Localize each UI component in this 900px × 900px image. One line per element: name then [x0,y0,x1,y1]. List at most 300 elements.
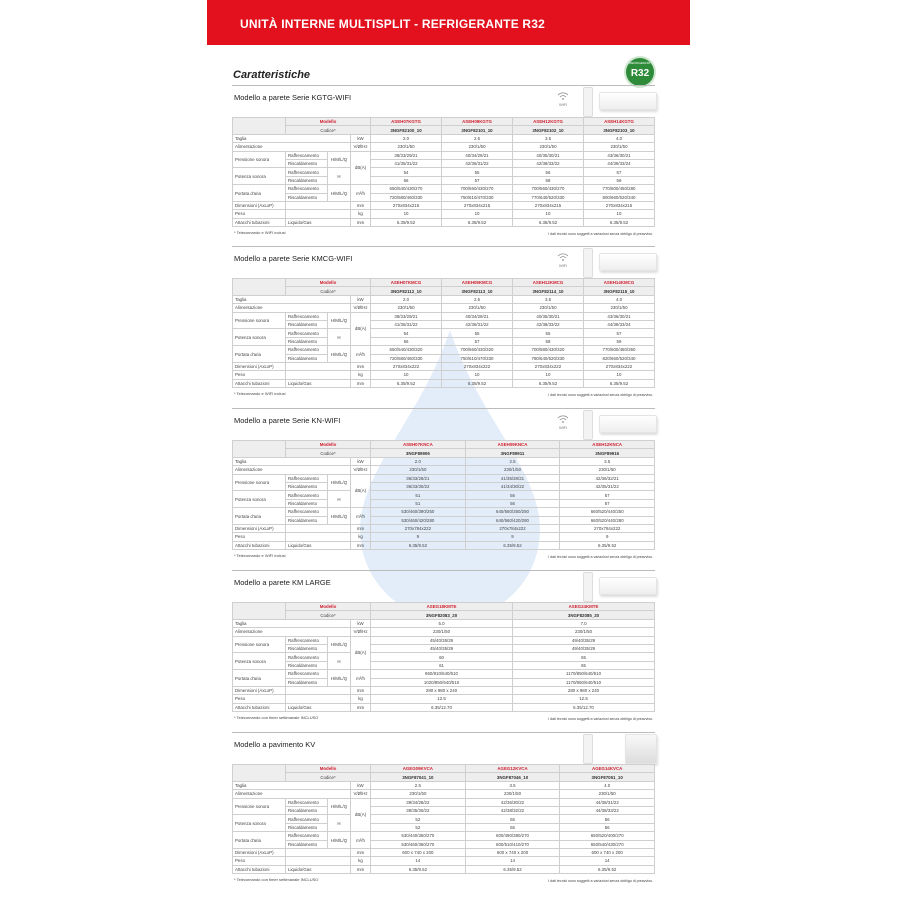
remote-control-image [583,87,593,117]
unit-label: V/Ø/Hz [351,790,371,798]
row-label: Pressione sonora [233,636,286,653]
unit-label: mm [351,541,371,549]
spec-section [232,93,655,243]
attacchi-value: 6.35/9.52 [442,218,513,226]
codice-label: Codice* [286,773,371,781]
port_raff-value: 1170/850/640/510 [513,670,655,678]
speed-label: H/M/L/Q [328,312,351,329]
row-label: Dimensioni (AxLxP) [233,524,286,532]
speed-label: H/M/L/Q [328,185,351,202]
sub-label: Liquido/Gas [286,218,351,226]
row-label: Pressione sonora [233,474,286,491]
attacchi-value: 6.35/12.70 [371,703,513,711]
pot_risc-value: 56 [560,823,655,831]
unit-label: kW [351,781,371,789]
row-label: Dimensioni (AxLxP) [233,201,286,209]
press_risc-value: 45/40/35/29 [371,644,513,652]
unit-label: dB(A) [351,798,371,832]
model-name: ASEH12KNCA [560,441,655,449]
header-blank [233,441,286,458]
unit-label: V/Ø/Hz [351,628,371,636]
pot_raff-value: 57 [583,168,654,176]
product-code: 3NGF82083_20 [371,611,513,619]
port_risc-value: 770/640/520/330 [513,193,584,201]
sub-label [286,201,351,209]
dimensioni-value: 270x834x222 [371,362,442,370]
wifi-icon [555,414,571,434]
port_risc-value: 600/510/410/270 [465,840,560,848]
row-label: Portata d'aria [233,508,286,525]
model-name: ASEH09KMCG [442,279,513,287]
press_raff-value: 40/34/29/21 [442,312,513,320]
press_risc-value: 42/36/31/22 [442,159,513,167]
product-code: 3NGF82102_10 [513,126,584,134]
alimentazione-value: 230/1/50 [371,143,442,151]
unit-label: kW [351,295,371,303]
alimentazione-value: 230/1/50 [371,466,466,474]
pot_raff-value: 56 [513,168,584,176]
wifi-icon [555,252,571,272]
spec-table [232,440,655,550]
unit-label: mm [351,524,371,532]
speed-label: H/M/L/Q [328,508,351,525]
row-label: Attacchi tubazioni [233,218,286,226]
badge-small-text: REFRIGERANT [629,61,651,65]
mode-label: Raffrescamento [286,815,328,823]
dimensioni-value: 280 x 980 x 240 [513,686,655,694]
dimensioni-value: 270x834x222 [442,362,513,370]
mode-label: Raffrescamento [286,653,328,661]
mode-label: Riscaldamento [286,678,328,686]
press_raff-value: 43/36/30/21 [583,312,654,320]
taglia-value: 3.5 [465,781,560,789]
press_risc-value: 44/39/33/24 [583,159,654,167]
peso-value: 10 [513,210,584,218]
row-label: Alimentazione [233,790,351,798]
speed-label: H/M/L/Q [328,670,351,687]
divider [232,246,655,247]
model-name: ASEH12KMCG [513,279,584,287]
pot_raff-value: 56 [560,815,655,823]
product-code: 3NGF82100_10 [371,126,442,134]
mode-label: Raffrescamento [286,312,328,320]
peso-value: 14 [371,857,466,865]
mode-label: Raffrescamento [286,474,328,482]
model-name: ASEH07KGTG [371,118,442,126]
unit-label: dB(A) [351,636,371,670]
attacchi-value: 6.35/9.52 [371,379,442,387]
press_raff-value: 40/35/30/21 [513,312,584,320]
peso-value: 10 [583,371,654,379]
press_raff-value: 49/40/35/29 [513,636,655,644]
unit-label: m³/h [351,670,371,687]
attacchi-value: 6.35/9.52 [513,379,584,387]
taglia-value: 2.0 [371,295,442,303]
model-name: ASEH09KNCA [465,441,560,449]
section-title: Modello a parete Serie KGTG-WIFI [234,93,352,102]
unit-label: mm [351,379,371,387]
press_raff-value: 43/36/30/21 [583,151,654,159]
press_raff-value: 39/34/28/22 [371,798,466,806]
alimentazione-value: 230/1/50 [371,790,466,798]
attacchi-value: 6.35/9.52 [513,218,584,226]
modello-label: Modello [286,441,371,449]
section-title: Modello a pavimento KV [234,740,316,749]
port_raff-value: 700/560/430/320 [442,346,513,354]
port_raff-value: 650/540/430/270 [371,185,442,193]
port_raff-value: 700/580/430/320 [513,346,584,354]
spec-section [232,578,655,728]
mode-label: Raffrescamento [286,168,328,176]
unit-label: kg [351,371,371,379]
mode-label: Raffrescamento [286,151,328,159]
pot_raff-value: 57 [560,491,655,499]
modello-label: Modello [286,603,371,611]
disclaimer: I dati tecnici sono soggetti a variazioni senza obbligo di preavviso. [548,717,653,721]
pot_risc-value: 58 [513,176,584,184]
taglia-value: 3.5 [513,295,584,303]
unit-label: mm [351,686,371,694]
pot_raff-value: 65 [513,653,655,661]
port_raff-value: 650/520/400/270 [560,832,655,840]
codice-label: Codice* [286,287,371,295]
r32-badge-icon [626,58,654,86]
header-blank [233,118,286,135]
port_raff-value: 600/490/380/270 [465,832,560,840]
peso-value: 14 [560,857,655,865]
row-label: Attacchi tubazioni [233,703,286,711]
mode-label: Riscaldamento [286,823,328,831]
peso-value: 9 [465,533,560,541]
spec-table [232,117,655,227]
modello-label: Modello [286,279,371,287]
press_raff-value: 36/33/28/21 [371,474,466,482]
modello-label: Modello [286,118,371,126]
press_risc-value: 42/35/31/22 [560,482,655,490]
sub-label: Liquido/Gas [286,541,351,549]
unit-label: kg [351,695,371,703]
header-blank [233,603,286,620]
footnote: * Telecomando con timer settimanale INCLUSO [234,715,319,720]
disclaimer: I dati tecnici sono soggetti a variazioni senza obbligo di preavviso. [548,393,653,397]
section-title: Modello a parete KM LARGE [234,578,331,587]
dimensioni-value: 270x784x222 [465,524,560,532]
alimentazione-value: 230/1/50 [442,304,513,312]
pot_raff-value: 55 [465,815,560,823]
speed-label: H/M/L/Q [328,832,351,849]
mode-label: Riscaldamento [286,840,328,848]
port_raff-value: 640/560/350/250 [465,508,560,516]
attacchi-value: 6.35/9.52 [442,379,513,387]
codice-label: Codice* [286,611,371,619]
product-code: 3NGF82112_10 [371,287,442,295]
taglia-value: 2.0 [371,457,466,465]
port_raff-value: 700/560/430/270 [442,185,513,193]
press_raff-value: 42/36/30/22 [465,798,560,806]
port_risc-value: 750/610/470/330 [442,193,513,201]
unit-label: kg [351,857,371,865]
sub-label [286,371,351,379]
speed-label: H/M/L/Q [328,474,351,491]
press_raff-value: 38/33/29/21 [371,312,442,320]
disclaimer: I dati tecnici sono soggetti a variazioni senza obbligo di preavviso. [548,555,653,559]
dimensioni-value: 270x834x215 [442,201,513,209]
unit-label: V/Ø/Hz [351,304,371,312]
attacchi-value: 6.35/9.52 [560,541,655,549]
pot_raff-value: 57 [583,329,654,337]
attacchi-value: 6.35/9.52 [583,218,654,226]
model-name: ASEG18KMTE [371,603,513,611]
row-label: Attacchi tubazioni [233,865,286,873]
pot_raff-value: 55 [442,168,513,176]
product-code: 3NGF82103_10 [583,126,654,134]
pot_risc-value: 51 [371,499,466,507]
section-heading: Caratteristiche [233,69,311,81]
row-label: Peso [233,857,286,865]
speed-label: H/M/L/Q [328,798,351,815]
attacchi-value: 6.35/9.52 [560,865,655,873]
mode-label: Riscaldamento [286,354,328,362]
row-label: Taglia [233,457,351,465]
product-code: 3NGF82113_10 [442,287,513,295]
pot_risc-value: 52 [371,823,466,831]
codice-label: Codice* [286,449,371,457]
taglia-value: 5.0 [371,619,513,627]
row-label: Pressione sonora [233,151,286,168]
dimensioni-value: 280 x 980 x 240 [371,686,513,694]
mode-label: Riscaldamento [286,516,328,524]
unit-label: kW [351,134,371,142]
taglia-value: 2.5 [442,134,513,142]
port_risc-value: 530/460/420/280 [371,516,466,524]
sub-label [286,524,351,532]
footnote: * Telecomando con timer settimanale INCLUSO [234,877,319,882]
mode-label: Riscaldamento [286,176,328,184]
unit-label: dB(A) [351,151,371,185]
mode-label: Raffrescamento [286,185,328,193]
product-code: 3NGF87046_10 [465,773,560,781]
speed-label: H [328,329,351,346]
row-label: Attacchi tubazioni [233,379,286,387]
unit-label: V/Ø/Hz [351,143,371,151]
product-images [555,87,655,117]
unit-label: mm [351,201,371,209]
press_raff-value: 38/33/29/21 [371,151,442,159]
alimentazione-value: 230/1/50 [513,143,584,151]
press_risc-value: 41/34/30/22 [465,482,560,490]
taglia-value: 7.0 [513,619,655,627]
alimentazione-value: 230/1/50 [583,304,654,312]
port_raff-value: 660/520/440/250 [560,508,655,516]
wifi-label: WiFi [559,425,567,430]
pot_raff-value: 60 [371,653,513,661]
peso-value: 10 [371,371,442,379]
row-label: Taglia [233,781,351,789]
page-title: UNITÀ INTERNE MULTISPLIT - REFRIGERANTE R32 [240,17,546,31]
attacchi-value: 6.35/9.52 [371,865,466,873]
speed-label: H/M/L/Q [328,636,351,653]
speed-label: H [328,168,351,185]
row-label: Alimentazione [233,143,351,151]
product-images [555,410,655,440]
mode-label: Riscaldamento [286,661,328,669]
dimensioni-value: 270x834x222 [583,362,654,370]
taglia-value: 4.0 [560,781,655,789]
dimensioni-value: 270x834x222 [513,362,584,370]
model-name: ASEH14KMCG [583,279,654,287]
mode-label: Riscaldamento [286,193,328,201]
spec-table [232,764,655,874]
peso-value: 14 [465,857,560,865]
header-blank [233,279,286,296]
port_risc-value: 530/460/360/270 [371,840,466,848]
row-label: Taglia [233,619,351,627]
port_raff-value: 700/560/430/270 [513,185,584,193]
dimensioni-value: 600 x 740 x 200 [465,848,560,856]
speed-label: H/M/L/Q [328,346,351,363]
press_raff-value: 45/40/35/29 [371,636,513,644]
sub-label: Liquido/Gas [286,865,351,873]
peso-value: 12.5 [371,695,513,703]
section-title: Modello a parete Serie KMCG-WIFI [234,254,353,263]
attacchi-value: 6.35/9.52 [465,541,560,549]
unit-label: mm [351,848,371,856]
taglia-value: 2.5 [442,295,513,303]
port_risc-value: 750/610/470/330 [442,354,513,362]
attacchi-value: 6.35/9.52 [371,218,442,226]
footnote: * Telecomando e WIFI inclusi [234,230,286,235]
dimensioni-value: 600 x 740 x 200 [560,848,655,856]
taglia-value: 2.5 [465,457,560,465]
port_raff-value: 960/810/640/510 [371,670,513,678]
mode-label: Raffrescamento [286,798,328,806]
unit-label: dB(A) [351,312,371,346]
press_risc-value: 36/33/30/22 [371,482,466,490]
peso-value: 12.5 [513,695,655,703]
peso-value: 10 [371,210,442,218]
row-label: Potenza sonora [233,491,286,508]
taglia-value: 2.0 [371,134,442,142]
remote-control-image [583,572,593,602]
pot_risc-value: 57 [560,499,655,507]
alimentazione-value: 230/1/50 [583,143,654,151]
sub-label [286,857,351,865]
row-label: Peso [233,210,286,218]
press_risc-value: 42/36/31/22 [442,320,513,328]
wifi-icon [555,91,571,111]
product-code: 3NGF89911 [465,449,560,457]
model-name: AGEG09KVCA [371,765,466,773]
pot_risc-value: 65 [513,661,655,669]
model-name: ASEH14KGTG [583,118,654,126]
peso-value: 10 [442,210,513,218]
model-name: ASEH09KGTG [442,118,513,126]
speed-label: H [328,815,351,832]
row-label: Portata d'aria [233,346,286,363]
sub-label [286,533,351,541]
unit-label: kW [351,457,371,465]
row-label: Taglia [233,134,351,142]
pot_raff-value: 52 [371,815,466,823]
press_raff-value: 41/35/28/21 [465,474,560,482]
unit-label: kg [351,210,371,218]
press_raff-value: 44/38/31/22 [560,798,655,806]
model-name: ASEH07KNCA [371,441,466,449]
product-code: 3NGF82114_10 [513,287,584,295]
unit-label: kW [351,619,371,627]
sub-label [286,686,351,694]
product-code: 3NGF82101_10 [442,126,513,134]
port_risc-value: 800/660/520/340 [583,193,654,201]
row-label: Potenza sonora [233,329,286,346]
alimentazione-value: 230/1/50 [371,628,513,636]
row-label: Alimentazione [233,304,351,312]
unit-label: V/Ø/Hz [351,466,371,474]
taglia-value: 4.0 [583,295,654,303]
port_raff-value: 530/460/390/250 [371,508,466,516]
mode-label: Riscaldamento [286,806,328,814]
mode-label: Raffrescamento [286,670,328,678]
unit-label: mm [351,218,371,226]
spec-section [232,740,655,890]
disclaimer: I dati tecnici sono soggetti a variazioni senza obbligo di preavviso. [548,232,653,236]
row-label: Alimentazione [233,628,351,636]
divider [232,570,655,571]
port_risc-value: 660/520/440/280 [560,516,655,524]
mode-label: Raffrescamento [286,491,328,499]
codice-label: Codice* [286,126,371,134]
press_risc-value: 42/38/33/22 [513,320,584,328]
row-label: Portata d'aria [233,832,286,849]
attacchi-value: 6.35/9.52 [465,865,560,873]
pot_risc-value: 55 [465,823,560,831]
press_risc-value: 44/39/33/24 [583,320,654,328]
alimentazione-value: 230/1/50 [465,466,560,474]
taglia-value: 3.5 [513,134,584,142]
model-name: ASEH12KGTG [513,118,584,126]
press_risc-value: 42/38/32/22 [465,806,560,814]
badge-text: R32 [630,68,650,79]
divider [232,408,655,409]
taglia-value: 2.5 [371,781,466,789]
unit-label: m³/h [351,832,371,849]
sub-label [286,848,351,856]
pot_risc-value: 61 [371,661,513,669]
mode-label: Raffrescamento [286,832,328,840]
alimentazione-value: 230/1/50 [513,304,584,312]
row-label: Dimensioni (AxLxP) [233,686,286,694]
unit-label: m³/h [351,508,371,525]
header-banner [207,0,690,45]
alimentazione-value: 230/1/50 [560,790,655,798]
pot_raff-value: 55 [442,329,513,337]
indoor-unit-image [599,253,657,271]
indoor-unit-image [599,415,657,433]
port_risc-value: 1020/850/640/510 [371,678,513,686]
port_raff-value: 770/600/450/350 [583,346,654,354]
press_risc-value: 41/35/31/22 [371,320,442,328]
mode-label: Riscaldamento [286,644,328,652]
attacchi-value: 6.35/9.52 [371,541,466,549]
product-code: 3NGF82085_20 [513,611,655,619]
unit-label: m³/h [351,346,371,363]
port_risc-value: 640/560/420/280 [465,516,560,524]
port_risc-value: 780/640/520/330 [513,354,584,362]
sub-label: Liquido/Gas [286,379,351,387]
disclaimer: I dati tecnici sono soggetti a variazioni senza obbligo di preavviso. [548,879,653,883]
peso-value: 10 [442,371,513,379]
row-label: Portata d'aria [233,670,286,687]
